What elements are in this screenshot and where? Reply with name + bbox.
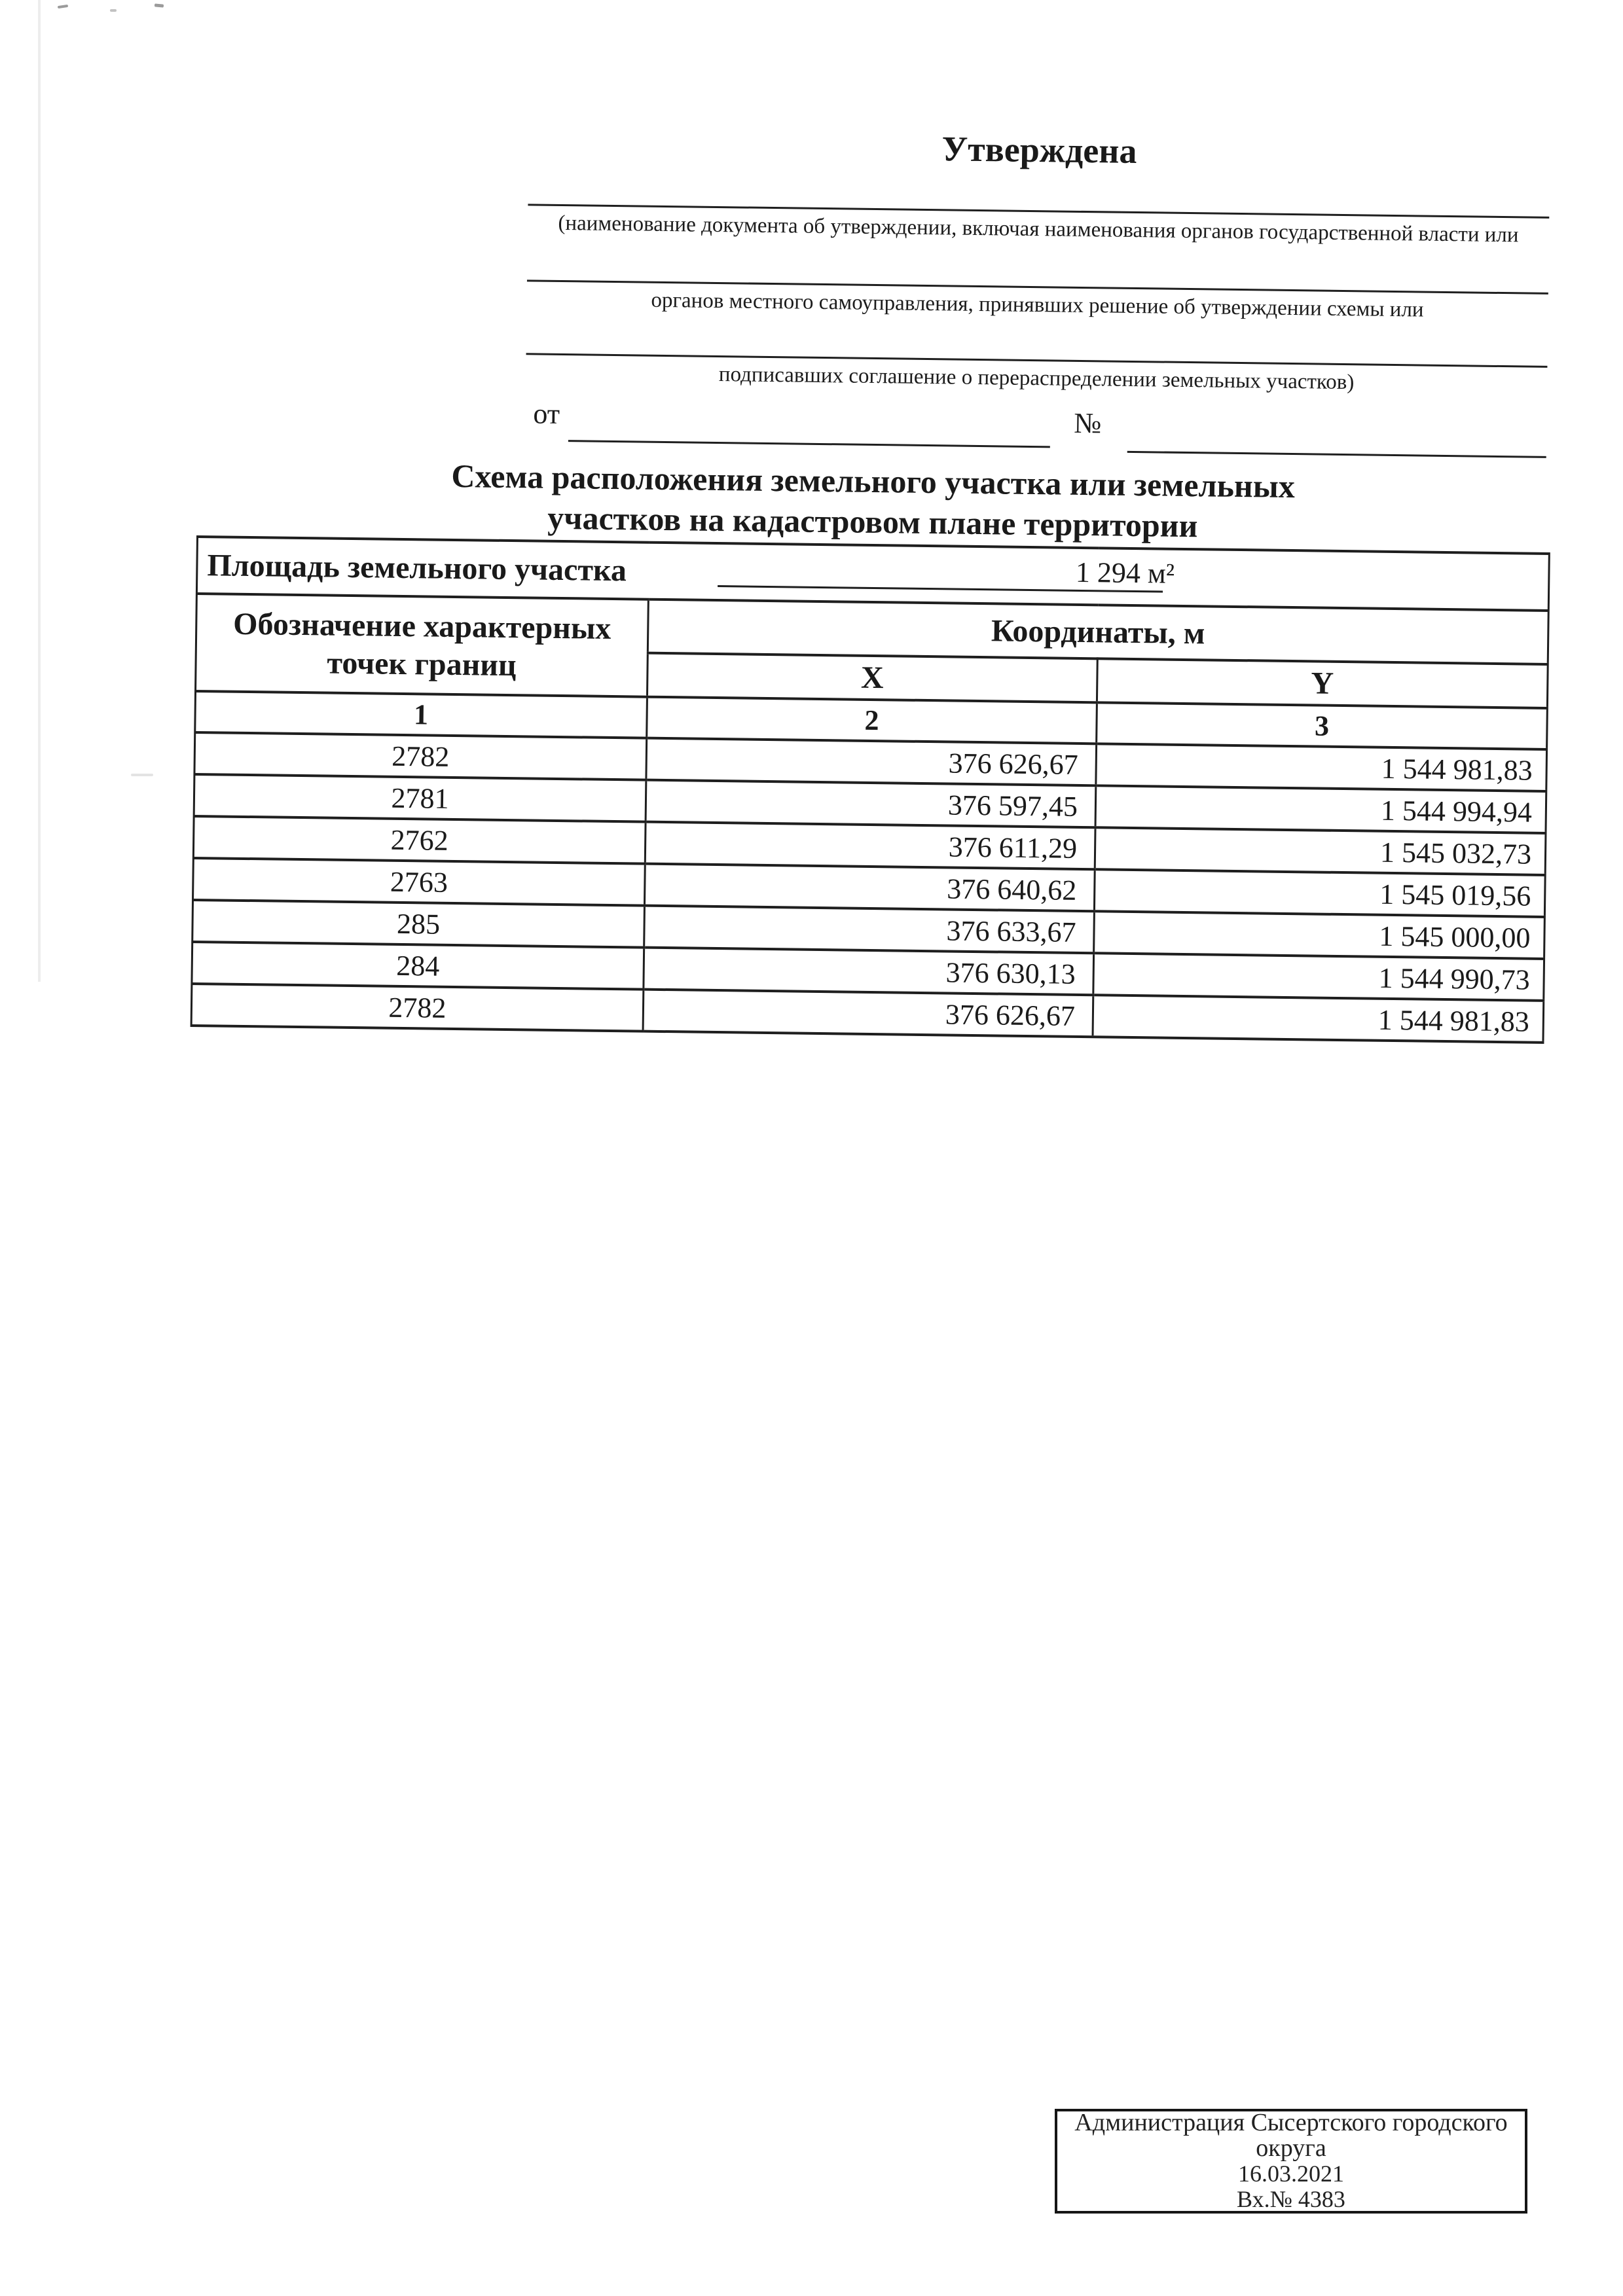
y-cell: 1 545 019,56 (1094, 869, 1545, 917)
approval-caption-3: подписавших соглашение о перераспределении земельных участков) (718, 363, 1355, 395)
stamp-reg-number: Вх.№ 4383 (1237, 2186, 1345, 2212)
column-number-cell-2: 2 (647, 697, 1097, 744)
y-header-cell: Y (1097, 658, 1548, 708)
area-label-cell: Площадь земельного участка (196, 537, 649, 600)
stamp-date: 16.03.2021 (1238, 2161, 1344, 2187)
approval-blank-line-3 (526, 325, 1548, 368)
point-cell: 2763 (193, 858, 646, 906)
doc-title-line-2: участков на кадастровом плане территории (547, 499, 1198, 545)
approval-blank-line-1 (528, 175, 1549, 219)
point-cell: 2782 (194, 732, 647, 780)
x-cell: 376 626,67 (646, 738, 1097, 786)
intake-stamp (1055, 2109, 1527, 2214)
point-cell: 2782 (191, 984, 644, 1031)
column-number-cell-1: 1 (195, 691, 647, 738)
approved-heading: Утверждена (941, 129, 1137, 171)
from-label: от (533, 397, 560, 430)
doc-number-blank-line (1127, 416, 1547, 458)
point-header-cell: Обозначение характерных точек границ (196, 594, 649, 697)
approval-caption-2: органов местного самоуправления, принявших решение об утверждении схемы или (651, 288, 1424, 322)
from-date-blank-line (568, 405, 1051, 448)
approval-caption-1: (наименование документа об утверждении, включая наименования органов государственной власти или (558, 211, 1519, 247)
y-cell: 1 544 994,94 (1095, 785, 1546, 833)
y-cell: 1 545 032,73 (1095, 827, 1546, 875)
y-cell: 1 544 990,73 (1093, 953, 1544, 1001)
stamp-org-line-2: округа (1256, 2134, 1326, 2162)
point-cell: 2762 (193, 816, 646, 864)
doc-title-line-1: Схема расположения земельного участка или земельных (451, 457, 1296, 505)
x-cell: 376 633,67 (644, 906, 1095, 954)
y-cell: 1 544 981,83 (1093, 995, 1544, 1043)
point-cell: 2781 (194, 774, 646, 822)
coordinates-table-wrap (191, 535, 1548, 1044)
point-cell: 285 (192, 900, 645, 948)
x-cell: 376 597,45 (646, 780, 1096, 828)
land-plot-table (191, 535, 1550, 1044)
approval-blank-line-2 (527, 251, 1548, 295)
number-label: № (1073, 406, 1102, 440)
x-header-cell: X (647, 653, 1097, 703)
area-value: 1 294 м² (1075, 556, 1175, 590)
y-cell: 1 544 981,83 (1096, 744, 1547, 791)
stamp-org-line-1: Администрация Сысертского городского (1074, 2109, 1508, 2136)
x-cell: 376 611,29 (645, 822, 1095, 870)
x-cell: 376 630,13 (644, 948, 1094, 996)
area-value-cell (648, 543, 1549, 611)
point-cell: 284 (192, 942, 644, 990)
x-cell: 376 626,67 (643, 990, 1093, 1037)
y-cell: 1 545 000,00 (1094, 911, 1545, 959)
coords-header-cell: Координаты, м (647, 600, 1548, 664)
x-cell: 376 640,62 (644, 864, 1095, 912)
column-number-cell-3: 3 (1097, 702, 1548, 749)
